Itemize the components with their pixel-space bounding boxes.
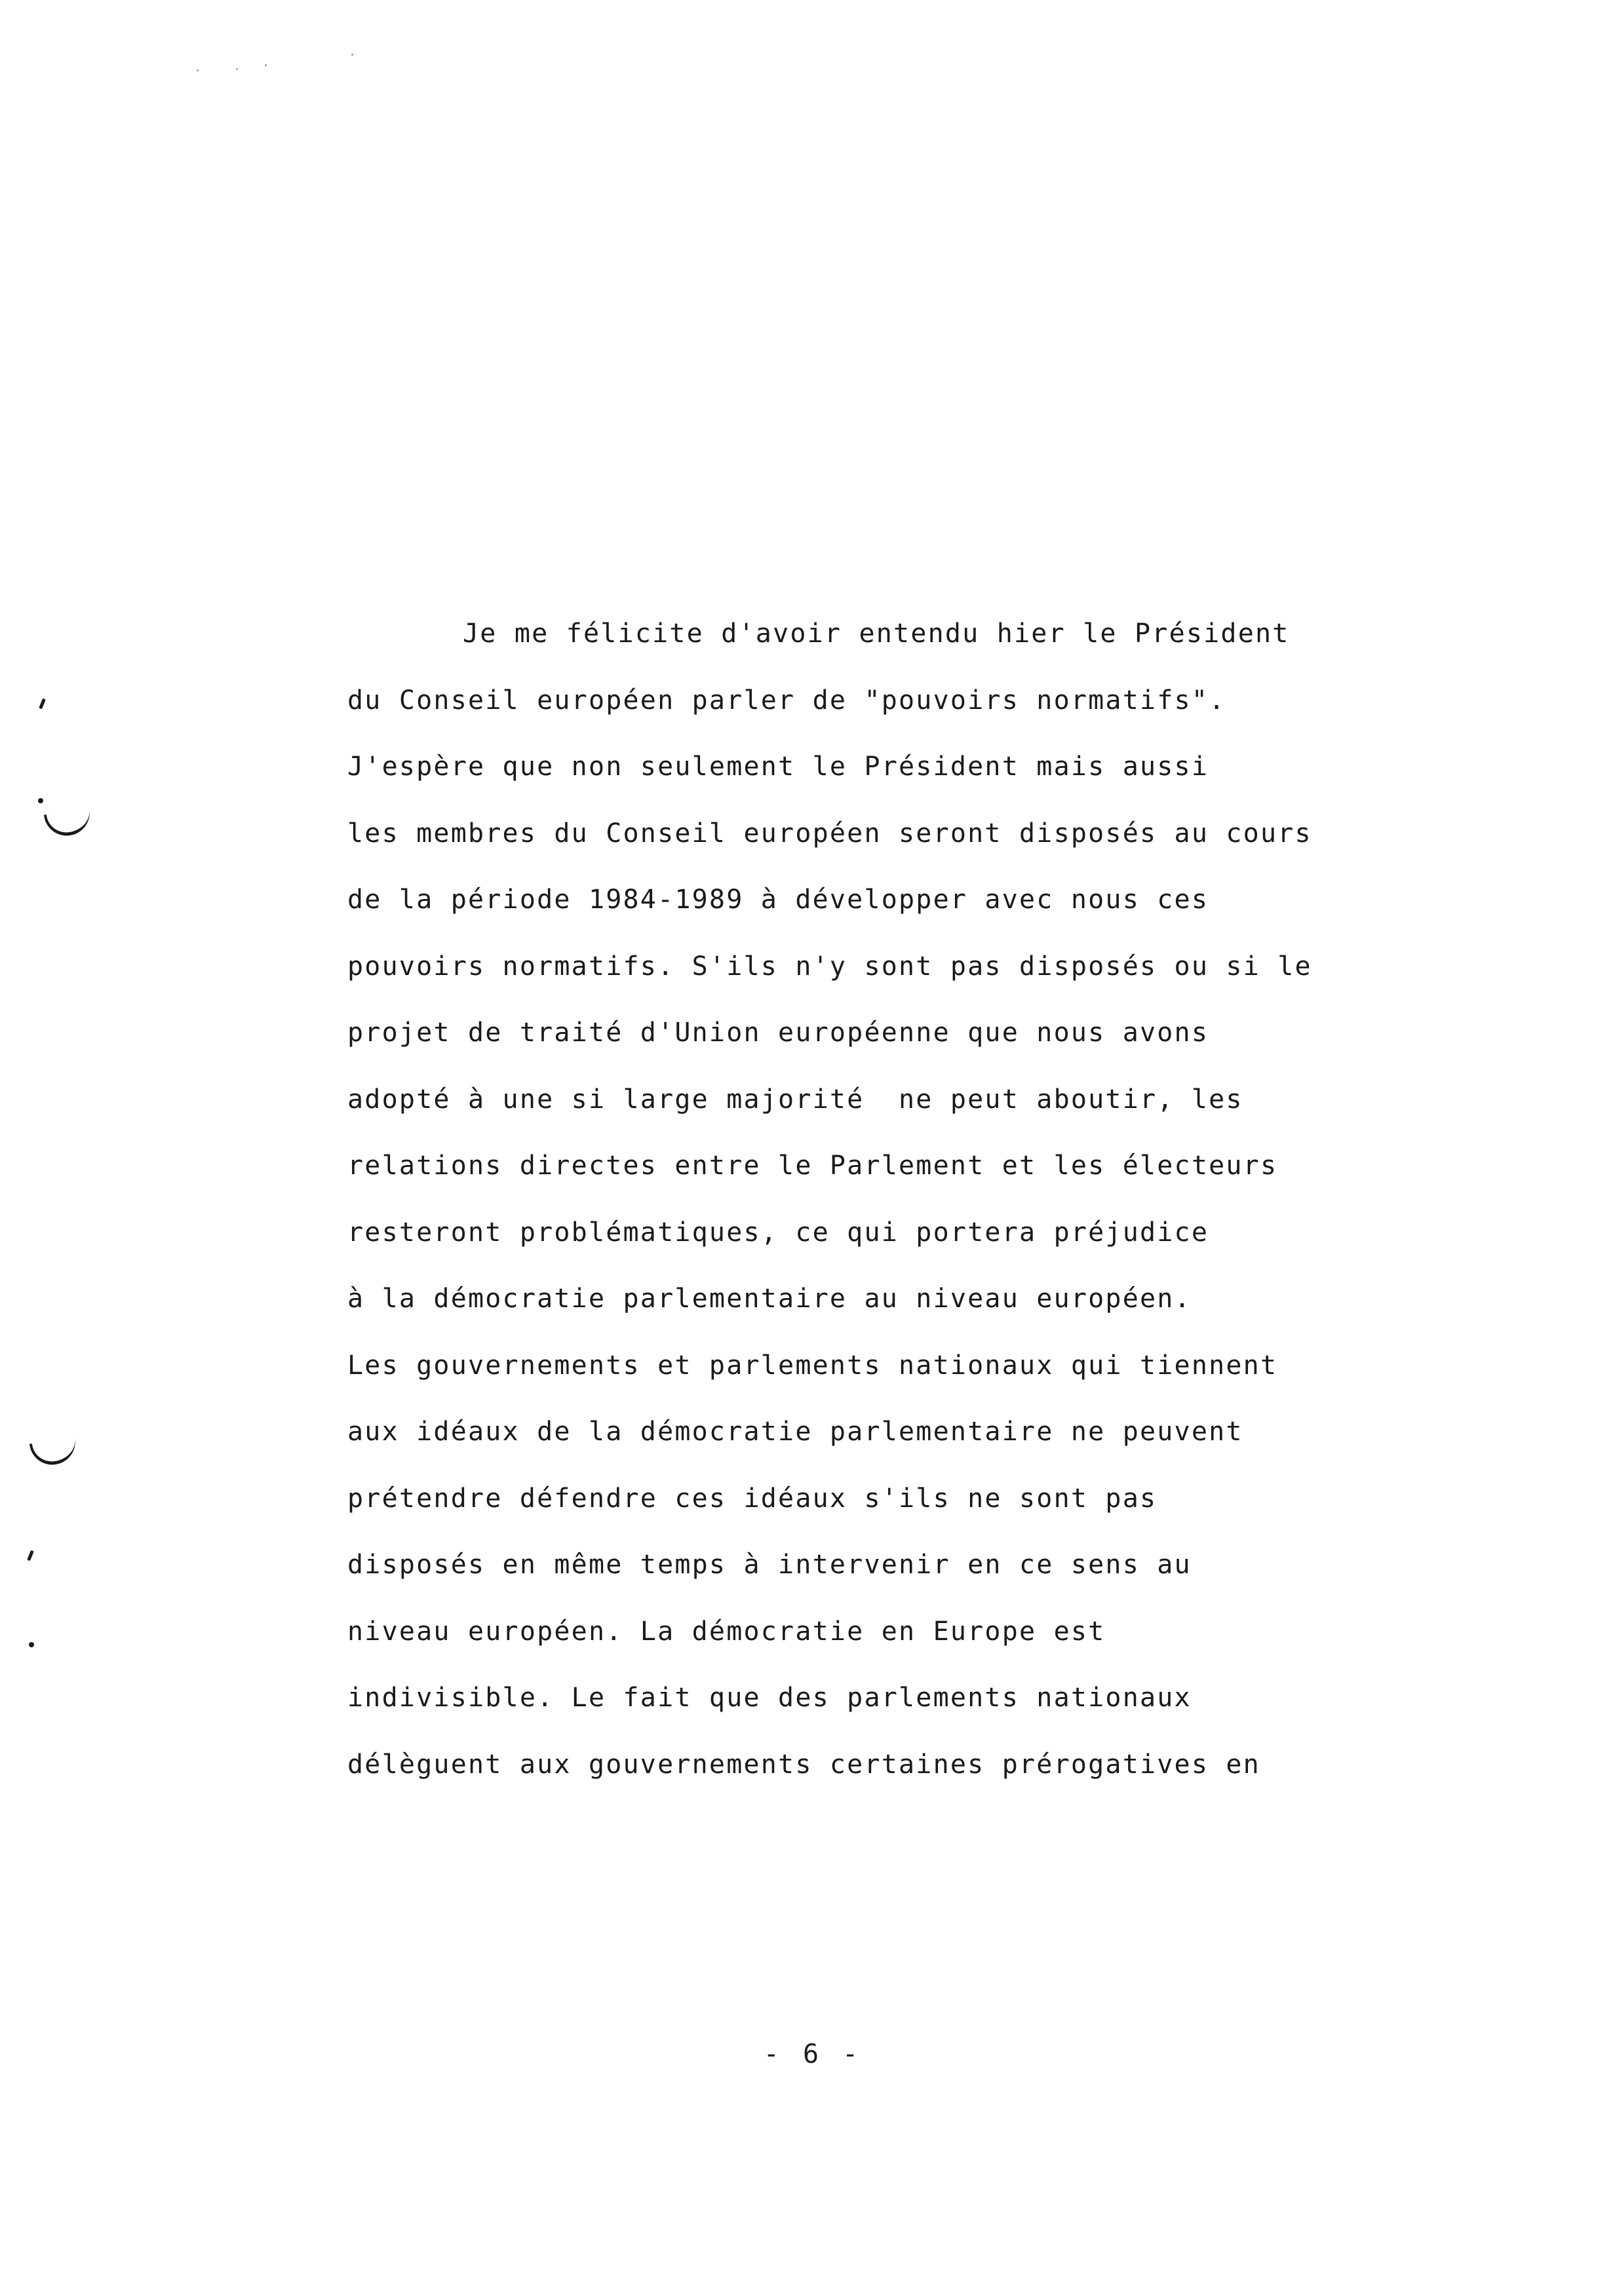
text-line: à la démocratie parlementaire au niveau européen.: [347, 1284, 1192, 1314]
text-line: disposés en même temps à intervenir en ce sens au: [347, 1550, 1192, 1580]
text-line: projet de traité d'Union européenne que nous avons: [347, 1018, 1209, 1048]
scan-speck: [265, 64, 267, 66]
text-line: adopté à une si large majorité ne peut aboutir, les: [347, 1084, 1243, 1115]
scan-speck: [351, 54, 353, 56]
margin-mark-dot: [38, 798, 43, 803]
text-line: aux idéaux de la démocratie parlementaire ne peuvent: [347, 1417, 1243, 1447]
scan-speck: [236, 68, 238, 70]
text-line: Je me félicite d'avoir entendu hier le Président: [463, 619, 1290, 649]
text-line: les membres du Conseil européen seront disposés au cours: [347, 818, 1312, 849]
text-line: relations directes entre le Parlement et les électeurs: [347, 1151, 1278, 1181]
margin-mark-tick: [27, 1550, 34, 1561]
text-line: resteront problématiques, ce qui portera préjudice: [347, 1217, 1209, 1248]
margin-mark-comma: [39, 698, 46, 710]
margin-mark-arc: [44, 805, 94, 840]
margin-mark-dot: [29, 1642, 34, 1647]
body-paragraph: [347, 612, 1331, 1809]
margin-mark-arc: [29, 1434, 80, 1469]
text-line: prétendre défendre ces idéaux s'ils ne sont pas: [347, 1483, 1158, 1514]
text-line: niveau européen. La démocratie en Europe est: [347, 1616, 1106, 1647]
text-line: pouvoirs normatifs. S'ils n'y sont pas disposés ou si le: [347, 951, 1312, 982]
text-line: indivisible. Le fait que des parlements nationaux: [347, 1683, 1192, 1713]
page-number: - 6 -: [763, 2039, 863, 2069]
text-line: J'espère que non seulement le Président mais aussi: [347, 752, 1209, 782]
text-line: Les gouvernements et parlements nationaux qui tiennent: [347, 1350, 1278, 1381]
text-line: de la période 1984-1989 à développer avec nous ces: [347, 885, 1209, 915]
text-line: du Conseil européen parler de "pouvoirs normatifs".: [347, 685, 1226, 716]
text-line: délèguent aux gouvernements certaines prérogatives en: [347, 1749, 1260, 1780]
scan-speck: [197, 69, 199, 71]
